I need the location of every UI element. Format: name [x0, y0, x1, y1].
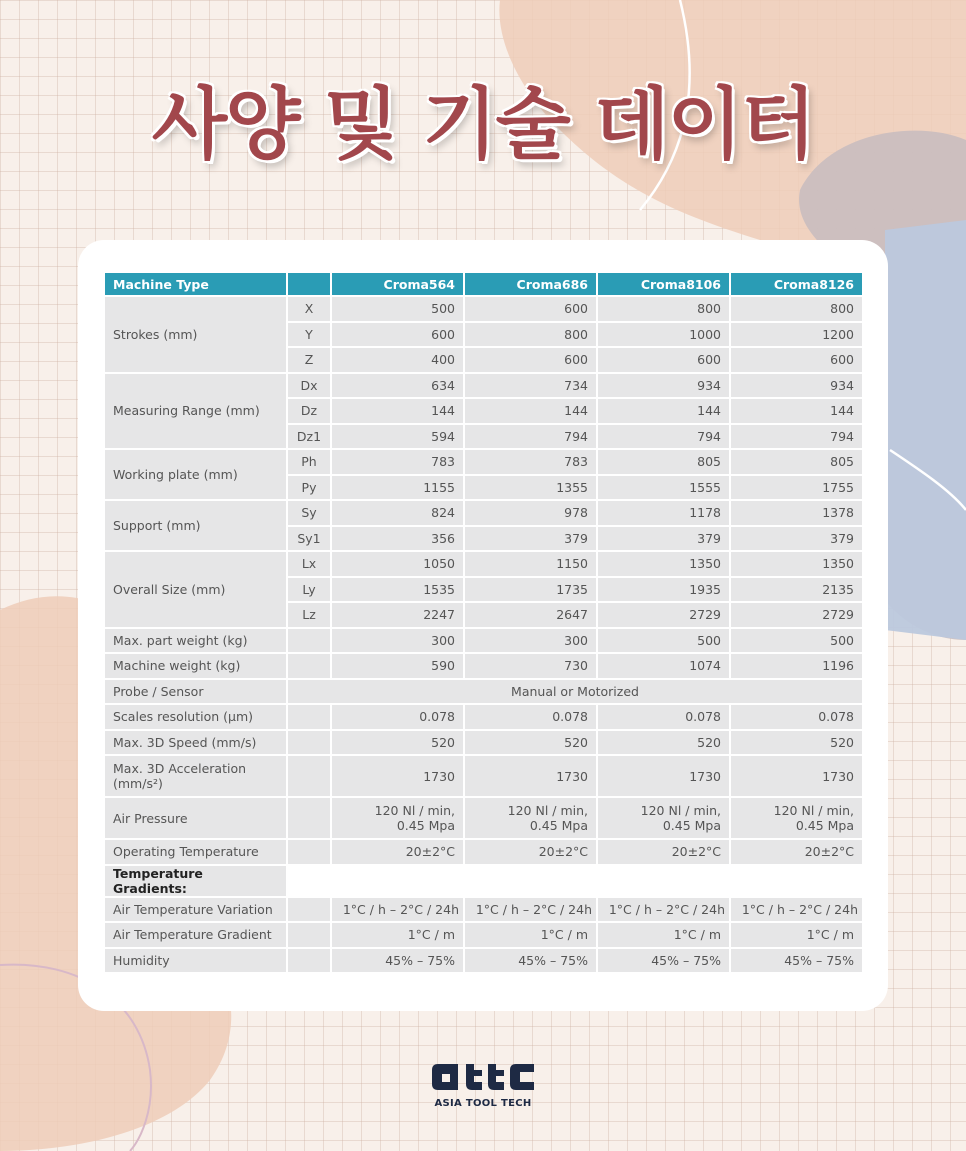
value-cell: 1735: [465, 578, 596, 602]
value-cell: 934: [731, 374, 862, 398]
value-cell: 520: [731, 731, 862, 755]
axis-cell: Dz: [288, 399, 330, 423]
value-cell: 2247: [332, 603, 463, 627]
table-row: [105, 654, 862, 678]
value-cell: 1350: [731, 552, 862, 576]
air-pressure-flow: 120 Nl / min,: [640, 803, 721, 818]
value-cell: 379: [731, 527, 862, 551]
value-cell: 520: [465, 731, 596, 755]
value-cell: 805: [598, 450, 729, 474]
value-cell: 1730: [598, 756, 729, 796]
header-machine-type: Machine Type: [105, 273, 286, 295]
value-cell: 800: [465, 323, 596, 347]
value-cell: 1°C / m: [465, 923, 596, 947]
table-header-row: [105, 273, 862, 295]
value-cell: 600: [598, 348, 729, 372]
table-row: [105, 731, 862, 755]
value-cell: 0.078: [598, 705, 729, 729]
value-cell: 1378: [731, 501, 862, 525]
value-cell: 0.078: [731, 705, 862, 729]
value-cell: 600: [332, 323, 463, 347]
value-cell: 800: [598, 297, 729, 321]
value-cell: 20±2°C: [598, 840, 729, 864]
table-row: [105, 840, 862, 864]
air-pressure-flow: 120 Nl / min,: [374, 803, 455, 818]
value-cell: 1730: [332, 756, 463, 796]
value-cell: 1196: [731, 654, 862, 678]
axis-cell: Y: [288, 323, 330, 347]
axis-cell: Lx: [288, 552, 330, 576]
axis-cell: [288, 898, 330, 922]
axis-cell: Lz: [288, 603, 330, 627]
table-row: [105, 923, 862, 947]
atc-logo-icon: [430, 1062, 536, 1092]
header-model: Croma8126: [731, 273, 862, 295]
value-cell: 520: [598, 731, 729, 755]
acceleration-label-line2: (mm/s²): [113, 776, 163, 791]
value-cell: 783: [465, 450, 596, 474]
table-row: [105, 705, 862, 729]
value-cell: 794: [731, 425, 862, 449]
axis-cell: [288, 949, 330, 973]
value-cell: 379: [465, 527, 596, 551]
value-cell: 379: [598, 527, 729, 551]
value-cell: 1°C / h – 2°C / 24h: [465, 898, 596, 922]
row-label-operating-temperature: Operating Temperature: [105, 840, 286, 864]
row-label-overall-size: Overall Size (mm): [105, 552, 286, 627]
value-cell: 1730: [465, 756, 596, 796]
air-pressure-flow: 120 Nl / min,: [773, 803, 854, 818]
axis-cell: Ly: [288, 578, 330, 602]
table-row: [105, 949, 862, 973]
axis-cell: Sy: [288, 501, 330, 525]
value-cell: 2135: [731, 578, 862, 602]
air-pressure-value: 0.45 Mpa: [662, 818, 721, 833]
value-cell: 1°C / m: [332, 923, 463, 947]
value-cell: 20±2°C: [332, 840, 463, 864]
axis-cell: Z: [288, 348, 330, 372]
value-cell: 1178: [598, 501, 729, 525]
axis-cell: [288, 923, 330, 947]
header-axis: [288, 273, 330, 295]
row-label-support: Support (mm): [105, 501, 286, 550]
table-row: [105, 798, 862, 838]
air-pressure-value: 0.45 Mpa: [795, 818, 854, 833]
value-cell: 500: [332, 297, 463, 321]
value-cell: 1755: [731, 476, 862, 500]
value-cell: 1050: [332, 552, 463, 576]
value-cell: 794: [598, 425, 729, 449]
value-cell: 794: [465, 425, 596, 449]
value-cell: 978: [465, 501, 596, 525]
value-cell: 1°C / h – 2°C / 24h: [332, 898, 463, 922]
row-label-scales: Scales resolution (µm): [105, 705, 286, 729]
value-cell: 1074: [598, 654, 729, 678]
value-cell: 1730: [731, 756, 862, 796]
row-label-air-temperature-gradient: Air Temperature Gradient: [105, 923, 286, 947]
axis-cell: Sy1: [288, 527, 330, 551]
value-cell: 800: [731, 297, 862, 321]
value-cell: 144: [465, 399, 596, 423]
value-cell: [465, 798, 596, 838]
value-cell: 144: [332, 399, 463, 423]
value-cell: 144: [731, 399, 862, 423]
value-cell: 1°C / m: [598, 923, 729, 947]
air-pressure-flow: 120 Nl / min,: [507, 803, 588, 818]
axis-cell: Ph: [288, 450, 330, 474]
value-cell: 2729: [598, 603, 729, 627]
air-pressure-value: 0.45 Mpa: [529, 818, 588, 833]
value-cell: 1°C / m: [731, 923, 862, 947]
row-label-strokes: Strokes (mm): [105, 297, 286, 372]
value-cell: 500: [598, 629, 729, 653]
value-cell: 45% – 75%: [731, 949, 862, 973]
value-cell: 356: [332, 527, 463, 551]
value-cell: 600: [731, 348, 862, 372]
value-cell: 590: [332, 654, 463, 678]
axis-cell: Py: [288, 476, 330, 500]
value-cell: 300: [332, 629, 463, 653]
value-cell: 1000: [598, 323, 729, 347]
axis-cell: [288, 840, 330, 864]
value-cell: 20±2°C: [731, 840, 862, 864]
row-label-air-pressure: Air Pressure: [105, 798, 286, 838]
value-cell: 2729: [731, 603, 862, 627]
table-row: [105, 374, 862, 398]
row-label-air-temperature-variation: Air Temperature Variation: [105, 898, 286, 922]
value-cell: 783: [332, 450, 463, 474]
value-cell: 45% – 75%: [465, 949, 596, 973]
empty-cell: [288, 866, 862, 896]
value-cell: [731, 798, 862, 838]
axis-cell: [288, 705, 330, 729]
logo-wordmark: ASIA TOOL TECH: [434, 1098, 532, 1109]
axis-cell: [288, 654, 330, 678]
value-cell: 1355: [465, 476, 596, 500]
axis-cell: Dx: [288, 374, 330, 398]
value-cell: 1935: [598, 578, 729, 602]
value-cell: 1535: [332, 578, 463, 602]
value-cell: 0.078: [465, 705, 596, 729]
table-row: [105, 629, 862, 653]
value-cell: 1555: [598, 476, 729, 500]
value-cell: 0.078: [332, 705, 463, 729]
table-row: [105, 756, 862, 796]
table-row: [105, 450, 862, 474]
axis-cell: [288, 798, 330, 838]
axis-cell: [288, 731, 330, 755]
row-label-measuring-range: Measuring Range (mm): [105, 374, 286, 449]
value-cell: 1200: [731, 323, 862, 347]
value-cell: 45% – 75%: [598, 949, 729, 973]
value-cell: 400: [332, 348, 463, 372]
header-model: Croma686: [465, 273, 596, 295]
row-label-part-weight: Max. part weight (kg): [105, 629, 286, 653]
header-model: Croma564: [332, 273, 463, 295]
table-row: [105, 501, 862, 525]
value-cell: 144: [598, 399, 729, 423]
value-cell: 594: [332, 425, 463, 449]
row-label-machine-weight: Machine weight (kg): [105, 654, 286, 678]
table-row: [105, 552, 862, 576]
value-cell: [332, 798, 463, 838]
table-row: [105, 680, 862, 704]
company-logo: [428, 1062, 538, 1112]
value-cell: 20±2°C: [465, 840, 596, 864]
value-cell: 730: [465, 654, 596, 678]
value-cell: 824: [332, 501, 463, 525]
value-cell: 2647: [465, 603, 596, 627]
row-label-probe: Probe / Sensor: [105, 680, 286, 704]
table-row: [105, 898, 862, 922]
spec-table: [103, 271, 864, 974]
air-pressure-value: 0.45 Mpa: [396, 818, 455, 833]
value-cell: 300: [465, 629, 596, 653]
value-cell: 600: [465, 348, 596, 372]
value-cell: 1350: [598, 552, 729, 576]
acceleration-label-line1: Max. 3D Acceleration: [113, 761, 247, 776]
value-cell: 600: [465, 297, 596, 321]
page-title: 사양 및 기술 데이터: [151, 80, 815, 170]
table-row: [105, 866, 862, 896]
row-label-acceleration: [105, 756, 286, 796]
value-cell: 500: [731, 629, 862, 653]
value-cell: [598, 798, 729, 838]
value-cell: 1°C / h – 2°C / 24h: [731, 898, 862, 922]
axis-cell: X: [288, 297, 330, 321]
header-model: Croma8106: [598, 273, 729, 295]
axis-cell: [288, 756, 330, 796]
axis-cell: [288, 629, 330, 653]
row-label-humidity: Humidity: [105, 949, 286, 973]
value-cell: 734: [465, 374, 596, 398]
value-cell: 520: [332, 731, 463, 755]
probe-value-cell: Manual or Motorized: [288, 680, 862, 704]
value-cell: 1°C / h – 2°C / 24h: [598, 898, 729, 922]
value-cell: 1150: [465, 552, 596, 576]
row-label-speed: Max. 3D Speed (mm/s): [105, 731, 286, 755]
value-cell: 45% – 75%: [332, 949, 463, 973]
value-cell: 1155: [332, 476, 463, 500]
value-cell: 934: [598, 374, 729, 398]
section-label-temperature-gradients: Temperature Gradients:: [105, 866, 286, 896]
axis-cell: Dz1: [288, 425, 330, 449]
table-row: [105, 297, 862, 321]
value-cell: 634: [332, 374, 463, 398]
row-label-working-plate: Working plate (mm): [105, 450, 286, 499]
value-cell: 805: [731, 450, 862, 474]
